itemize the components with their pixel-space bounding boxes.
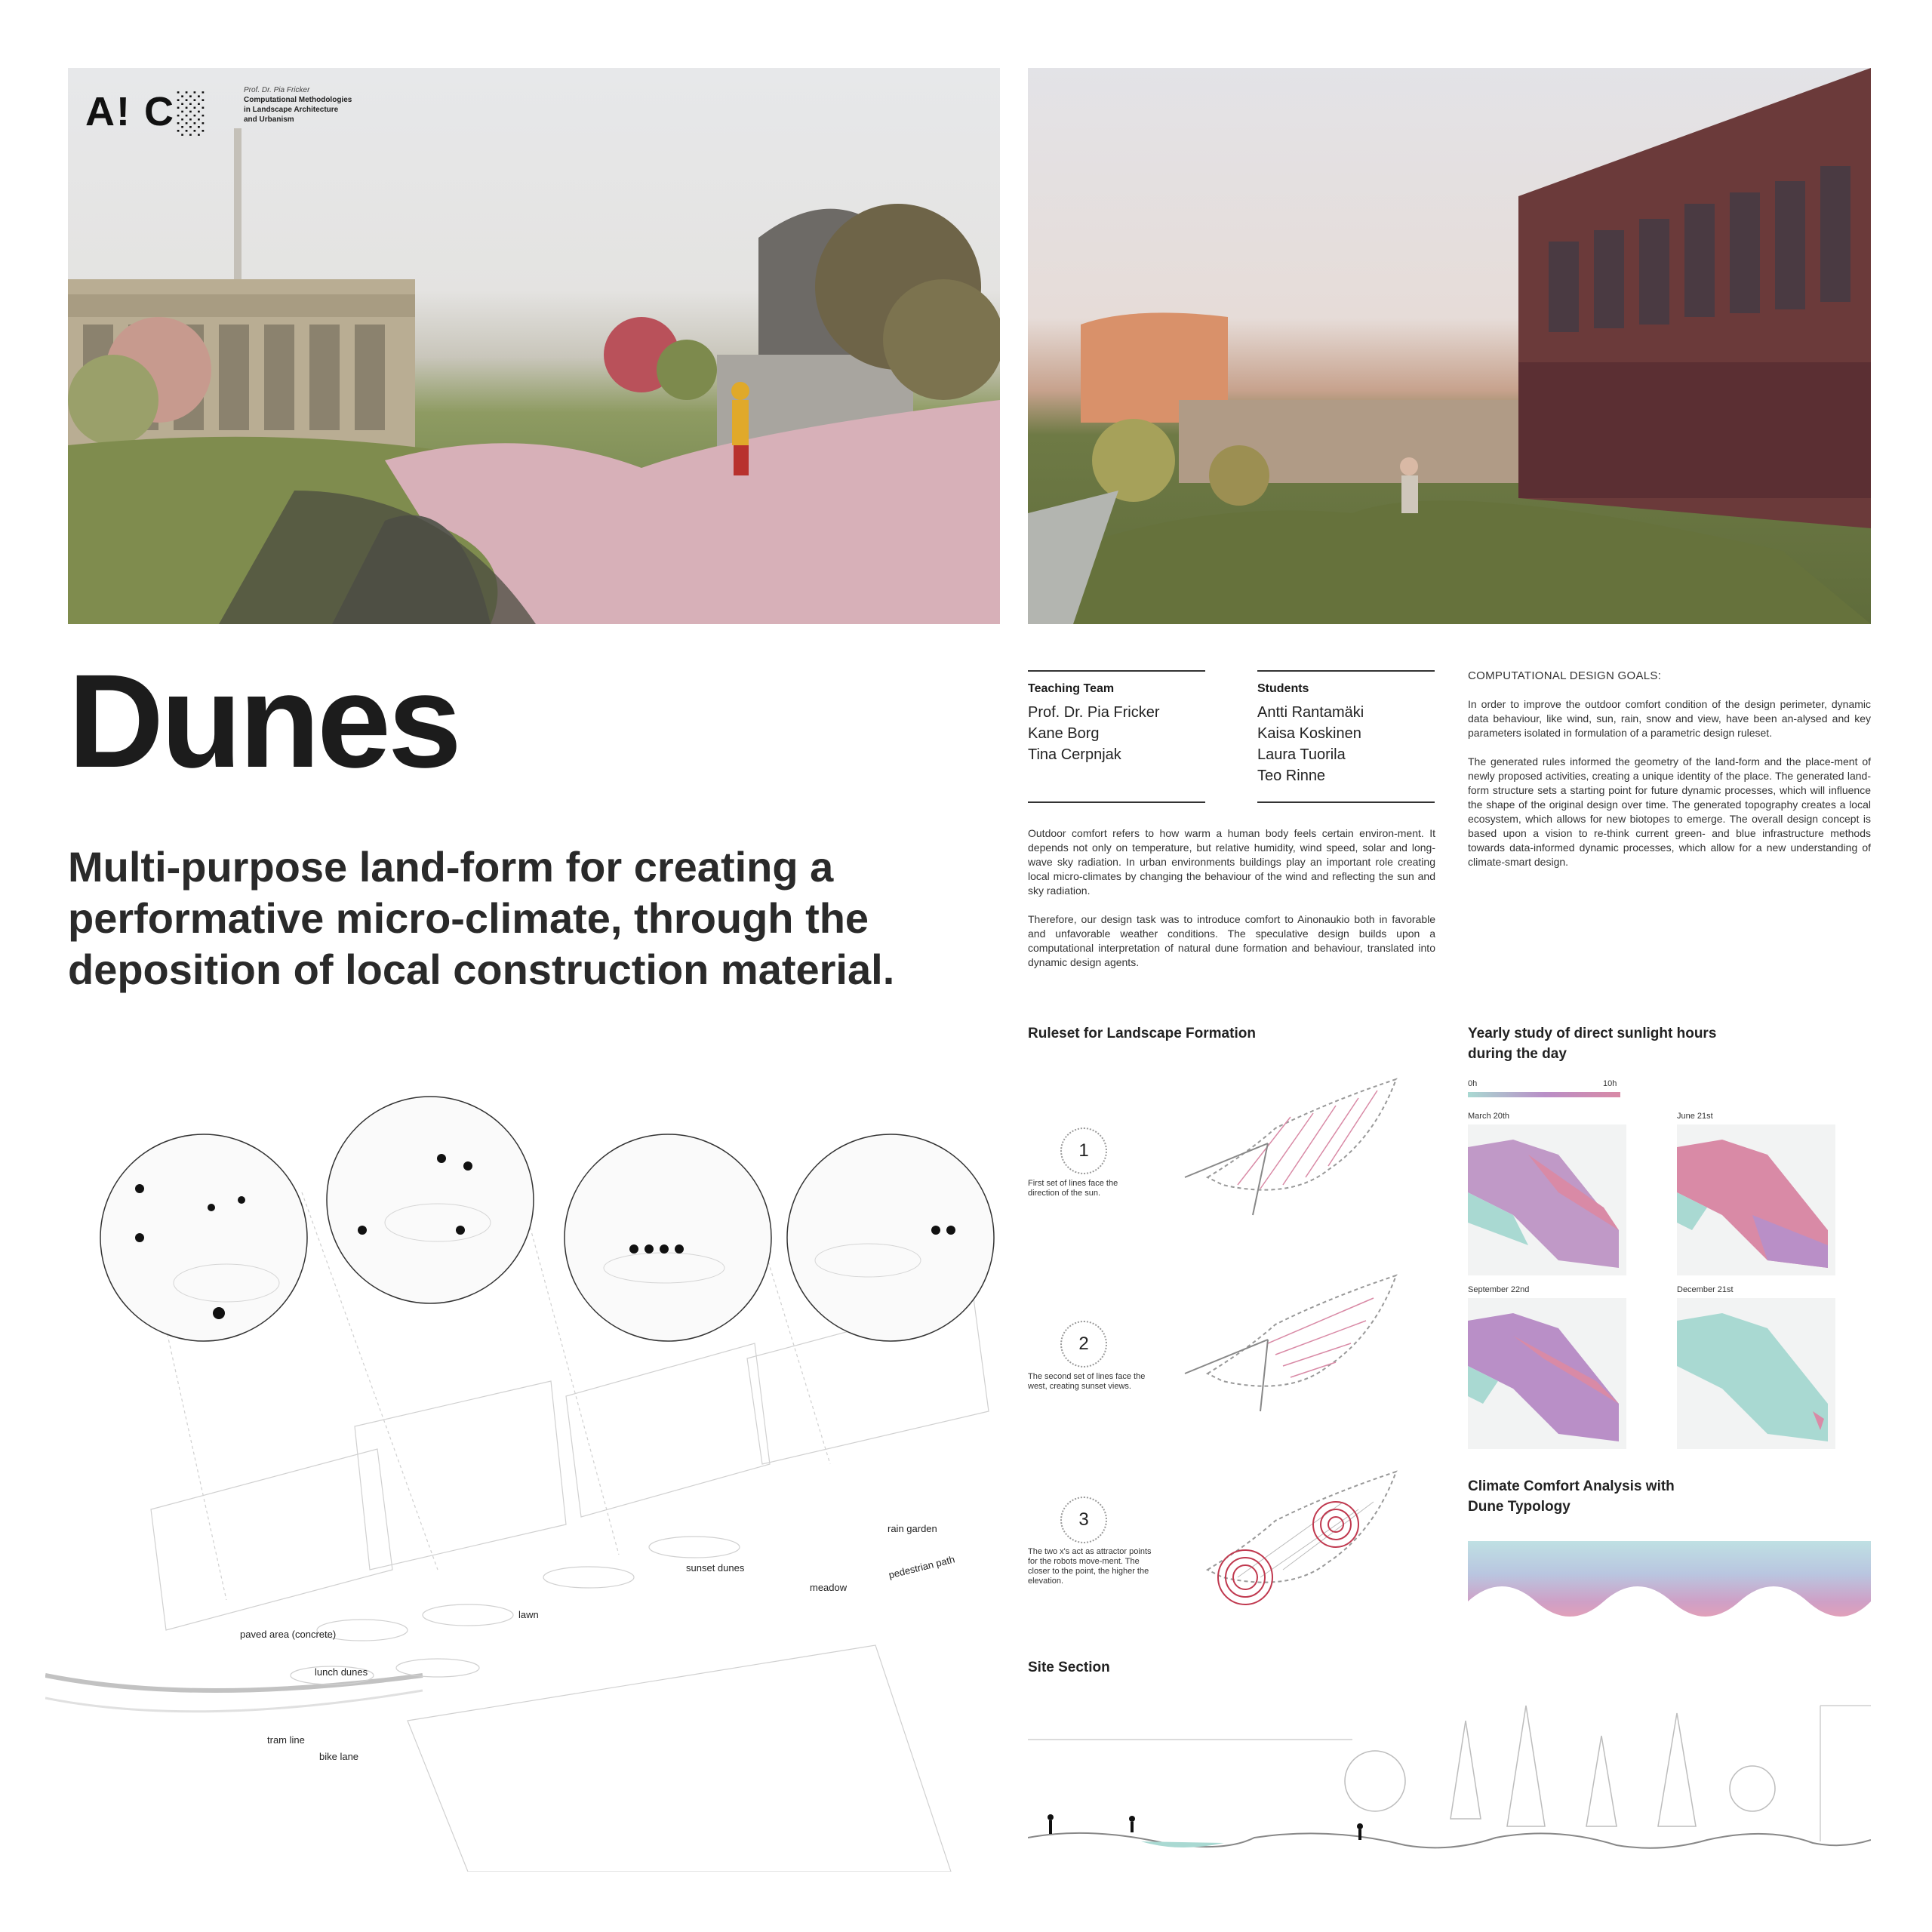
sunlight-map-june: [1677, 1124, 1835, 1275]
logo-institute-line: and Urbanism: [244, 115, 294, 124]
date-label: June 21st: [1677, 1112, 1713, 1121]
label-bike-lane: bike lane: [319, 1751, 359, 1762]
render-park-view: [68, 68, 1000, 624]
page-subtitle: Multi-purpose land-form for creating a performative micro-climate, through the deposition of local construction material.: [68, 843, 895, 993]
logo-institute-line: in Landscape Architecture: [244, 106, 339, 114]
site-section-heading: Site Section: [1028, 1660, 1110, 1675]
label-paved-area: paved area (concrete): [240, 1629, 337, 1640]
students-heading: Students: [1257, 682, 1309, 695]
comfort-heading-line: Dune Typology: [1468, 1499, 1571, 1515]
step-text: First set of lines face the direction of the sun.: [1028, 1179, 1118, 1198]
step-number: 2: [1060, 1321, 1107, 1367]
label-lawn: lawn: [518, 1609, 539, 1620]
student-name: Laura Tuorila: [1257, 746, 1346, 763]
design-goals: [1468, 669, 1871, 869]
logo-mark: A! C░: [85, 89, 206, 134]
comfort-heading-line: Climate Comfort Analysis with: [1468, 1478, 1675, 1494]
ruleset-diagram-2: [1177, 1268, 1411, 1419]
sunlight-map-march: [1468, 1124, 1626, 1275]
goals-paragraph: The generated rules informed the geometry of the land-form and the place-ment of newly proposed activities, creating a unique identity of the place. The generated land-form structure sets a starting point for future dynamic processes, which will influence the shape of the original design over time. The generated topography creates a local ecosystem, which allows for new biotopes to emerge. The overall design concept is based upon a vision to re-think current green- and blue infrastructure methods towards data-informed dynamic processes, which allow for a new understanding of climate-smart design.: [1468, 755, 1871, 868]
sunlight-map-december: [1677, 1298, 1835, 1449]
goals-heading: COMPUTATIONAL DESIGN GOALS:: [1468, 669, 1662, 682]
ruleset-diagram-3: [1177, 1457, 1411, 1623]
institute-label: [244, 85, 352, 125]
page-title: Dunes: [68, 648, 459, 795]
label-pedestrian-path: pedestrian path: [888, 1553, 956, 1581]
logo-prof: Prof. Dr. Pia Fricker: [244, 86, 310, 94]
logo-institute-line: Computational Methodologies: [244, 96, 352, 104]
label-meadow: meadow: [810, 1582, 848, 1593]
students-box: [1257, 670, 1435, 803]
label-rain-garden: rain garden: [888, 1523, 937, 1534]
step-text: The second set of lines face the west, creating sunset views.: [1028, 1372, 1146, 1391]
legend-max: 10h: [1603, 1079, 1617, 1088]
site-section-drawing: [1028, 1645, 1871, 1872]
intro-paragraph: Outdoor comfort refers to how warm a human body feels certain environ-ment. It depends not only on temperature, but relative humidity, wind speed, solar and long-wave sky radiation. In urban environments buildings play an important role creating local micro-climates by changing the behaviour of the wind and reflecting the sun and sky radiation.: [1028, 827, 1435, 897]
sunlight-map-september: [1468, 1298, 1626, 1449]
teaching-team-list: [1028, 702, 1205, 765]
label-lunch-dunes: lunch dunes: [315, 1666, 368, 1678]
teaching-team-box: [1028, 670, 1205, 803]
student-name: Kaisa Koskinen: [1257, 725, 1361, 742]
step-number: 1: [1060, 1128, 1107, 1174]
comfort-analysis-image: [1468, 1541, 1871, 1623]
team-member: Prof. Dr. Pia Fricker: [1028, 704, 1160, 721]
date-label: December 21st: [1677, 1285, 1734, 1294]
team-member: Tina Cerpnjak: [1028, 746, 1121, 763]
render-campus-view: [1028, 68, 1871, 624]
step-text: The two x's act as attractor points for the robots move-ment. The closer to the point, the higher the elevation.: [1028, 1547, 1152, 1586]
label-tram-line: tram line: [267, 1734, 305, 1746]
intro-paragraph: Therefore, our design task was to introduce comfort to Ainonaukio both in favorable and unfavorable weather conditions. The speculative design builds upon a computational interpretation of natural dune formation and behaviour, translated into dynamic design agents.: [1028, 913, 1435, 968]
student-name: Antti Rantamäki: [1257, 704, 1364, 721]
sunlight-heading: [1468, 1023, 1770, 1064]
legend-min: 0h: [1468, 1079, 1478, 1088]
student-name: Teo Rinne: [1257, 768, 1326, 784]
intro-text: [1028, 826, 1435, 970]
date-label: September 22nd: [1468, 1285, 1530, 1294]
aalto-logo: [85, 88, 205, 135]
label-sunset-dunes: sunset dunes: [686, 1562, 745, 1574]
ruleset-heading: Ruleset for Landscape Formation: [1028, 1026, 1256, 1041]
teaching-team-heading: Teaching Team: [1028, 682, 1115, 695]
sunlight-legend-bar: [1468, 1092, 1620, 1097]
students-list: [1257, 702, 1435, 786]
goals-paragraph: In order to improve the outdoor comfort condition of the design perimeter, dynamic data behaviour, like wind, sun, rain, snow and view, have been an-alysed and key parameters isolated in formulation of a parametric design ruleset.: [1468, 698, 1871, 739]
sunlight-heading-line: Yearly study of direct sunlight hours: [1468, 1026, 1717, 1041]
zoom-circles: [75, 1087, 1011, 1374]
date-label: March 20th: [1468, 1112, 1510, 1121]
team-member: Kane Borg: [1028, 725, 1100, 742]
ruleset-diagram-1: [1177, 1072, 1411, 1223]
sunlight-heading-line: during the day: [1468, 1046, 1567, 1062]
comfort-heading: [1468, 1476, 1770, 1517]
step-number: 3: [1060, 1497, 1107, 1543]
